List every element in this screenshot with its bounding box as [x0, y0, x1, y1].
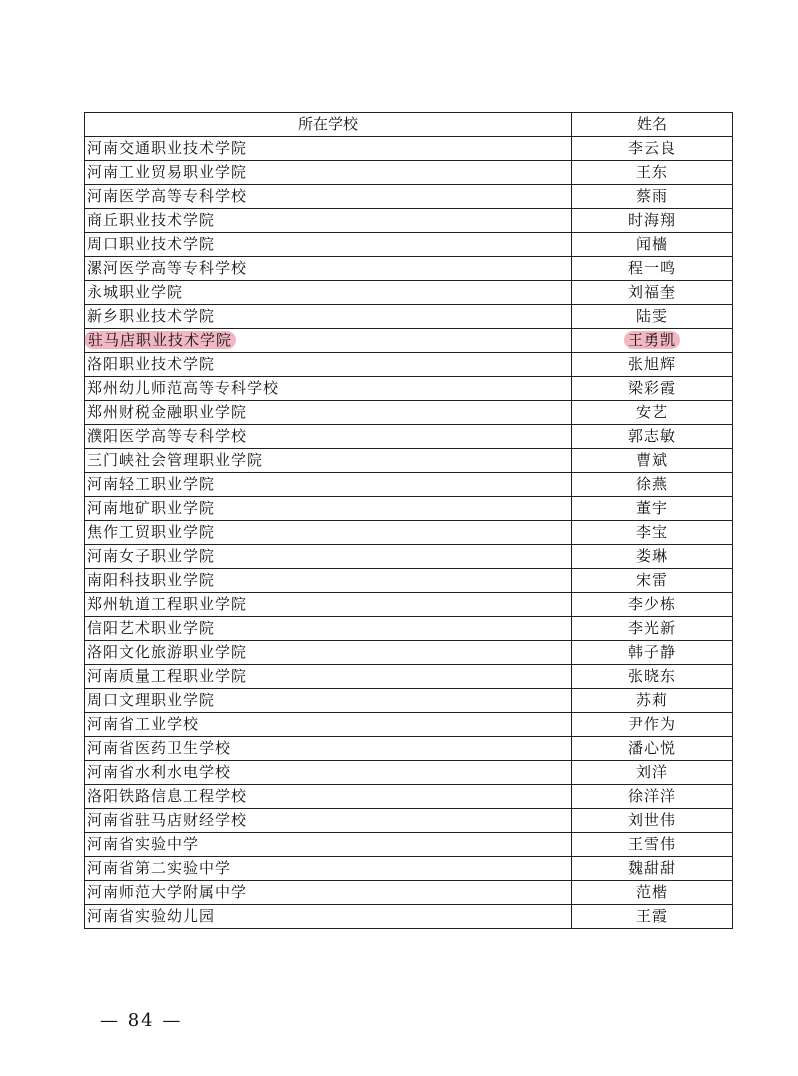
name-cell: 李光新: [572, 617, 733, 641]
name-cell: 张旭辉: [572, 353, 733, 377]
school-cell: 周口文理职业学院: [85, 689, 572, 713]
table-row: [85, 425, 733, 449]
school-cell: 河南轻工职业学院: [85, 473, 572, 497]
name-cell: 张晓东: [572, 665, 733, 689]
name-cell: 曹斌: [572, 449, 733, 473]
table-row: [85, 449, 733, 473]
school-cell: 河南女子职业学院: [85, 545, 572, 569]
table-row: [85, 281, 733, 305]
table-row: [85, 353, 733, 377]
name-cell: 陆雯: [572, 305, 733, 329]
school-cell: 洛阳职业技术学院: [85, 353, 572, 377]
school-cell: 焦作工贸职业学院: [85, 521, 572, 545]
name-cell: 魏甜甜: [572, 857, 733, 881]
name-cell: 王雪伟: [572, 833, 733, 857]
school-cell: 郑州财税金融职业学院: [85, 401, 572, 425]
name-cell: 李少栋: [572, 593, 733, 617]
school-cell: 河南师范大学附属中学: [85, 881, 572, 905]
table-row: [85, 737, 733, 761]
table-row: [85, 617, 733, 641]
table-row: [85, 881, 733, 905]
name-cell: 娄琳: [572, 545, 733, 569]
table-row: [85, 569, 733, 593]
name-cell: 安艺: [572, 401, 733, 425]
school-cell: 郑州轨道工程职业学院: [85, 593, 572, 617]
school-cell: 河南交通职业技术学院: [85, 137, 572, 161]
table-row: [85, 905, 733, 929]
table-row: [85, 689, 733, 713]
school-cell: [85, 329, 572, 353]
table-row: [85, 233, 733, 257]
name-cell: 潘心悦: [572, 737, 733, 761]
page-number: — 84 —: [100, 1010, 183, 1031]
table-row: [85, 593, 733, 617]
highlighted-name: 王勇凯: [624, 331, 680, 349]
name-cell: 梁彩霞: [572, 377, 733, 401]
school-cell: 永城职业学院: [85, 281, 572, 305]
table-row: [85, 473, 733, 497]
name-cell: 王霞: [572, 905, 733, 929]
name-cell: 程一鸣: [572, 257, 733, 281]
table-row: [85, 137, 733, 161]
school-cell: 漯河医学高等专科学校: [85, 257, 572, 281]
school-cell: 周口职业技术学院: [85, 233, 572, 257]
table-row: [85, 833, 733, 857]
school-cell: 洛阳文化旅游职业学院: [85, 641, 572, 665]
name-cell: 刘世伟: [572, 809, 733, 833]
name-cell: 郭志敏: [572, 425, 733, 449]
school-cell: 河南医学高等专科学校: [85, 185, 572, 209]
name-cell: 苏莉: [572, 689, 733, 713]
table-row: [85, 329, 733, 353]
name-cell: 王东: [572, 161, 733, 185]
name-cell: 刘福奎: [572, 281, 733, 305]
name-cell: 尹作为: [572, 713, 733, 737]
table-row: [85, 305, 733, 329]
table-row: [85, 185, 733, 209]
name-cell: 韩子静: [572, 641, 733, 665]
school-cell: 河南省工业学校: [85, 713, 572, 737]
table-row: [85, 809, 733, 833]
table-row: [85, 785, 733, 809]
table-row: [85, 209, 733, 233]
table-row: [85, 665, 733, 689]
highlighted-school: 驻马店职业技术学院: [85, 331, 237, 349]
school-cell: 郑州幼儿师范高等专科学校: [85, 377, 572, 401]
name-cell: 宋雷: [572, 569, 733, 593]
table-row: [85, 713, 733, 737]
school-cell: 洛阳铁路信息工程学校: [85, 785, 572, 809]
school-cell: 河南省第二实验中学: [85, 857, 572, 881]
name-cell: 时海翔: [572, 209, 733, 233]
name-cell: 李云良: [572, 137, 733, 161]
school-cell: 河南省实验中学: [85, 833, 572, 857]
school-cell: 河南工业贸易职业学院: [85, 161, 572, 185]
school-cell: 濮阳医学高等专科学校: [85, 425, 572, 449]
table-row: [85, 161, 733, 185]
school-cell: 河南省水利水电学校: [85, 761, 572, 785]
header-school: 所在学校: [85, 113, 572, 137]
table-row: [85, 497, 733, 521]
name-cell: 徐洋洋: [572, 785, 733, 809]
school-name-table: [84, 112, 733, 929]
school-cell: 商丘职业技术学院: [85, 209, 572, 233]
table-header-row: [85, 113, 733, 137]
school-cell: 河南省实验幼儿园: [85, 905, 572, 929]
school-cell: 河南质量工程职业学院: [85, 665, 572, 689]
table-row: [85, 857, 733, 881]
table-row: [85, 257, 733, 281]
school-cell: 三门峡社会管理职业学院: [85, 449, 572, 473]
table-row: [85, 545, 733, 569]
table-row: [85, 401, 733, 425]
school-cell: 南阳科技职业学院: [85, 569, 572, 593]
school-cell: 河南省医药卫生学校: [85, 737, 572, 761]
table-row: [85, 761, 733, 785]
school-cell: 新乡职业技术学院: [85, 305, 572, 329]
name-cell: 蔡雨: [572, 185, 733, 209]
name-cell: 董宇: [572, 497, 733, 521]
table-row: [85, 521, 733, 545]
name-cell: 李宝: [572, 521, 733, 545]
header-name: 姓名: [572, 113, 733, 137]
name-cell: [572, 329, 733, 353]
name-cell: 刘洋: [572, 761, 733, 785]
table-row: [85, 641, 733, 665]
table-row: [85, 377, 733, 401]
school-cell: 河南地矿职业学院: [85, 497, 572, 521]
school-cell: 信阳艺术职业学院: [85, 617, 572, 641]
school-cell: 河南省驻马店财经学校: [85, 809, 572, 833]
name-cell: 徐燕: [572, 473, 733, 497]
table-body: [85, 137, 733, 929]
name-cell: 闻檣: [572, 233, 733, 257]
name-cell: 范楷: [572, 881, 733, 905]
